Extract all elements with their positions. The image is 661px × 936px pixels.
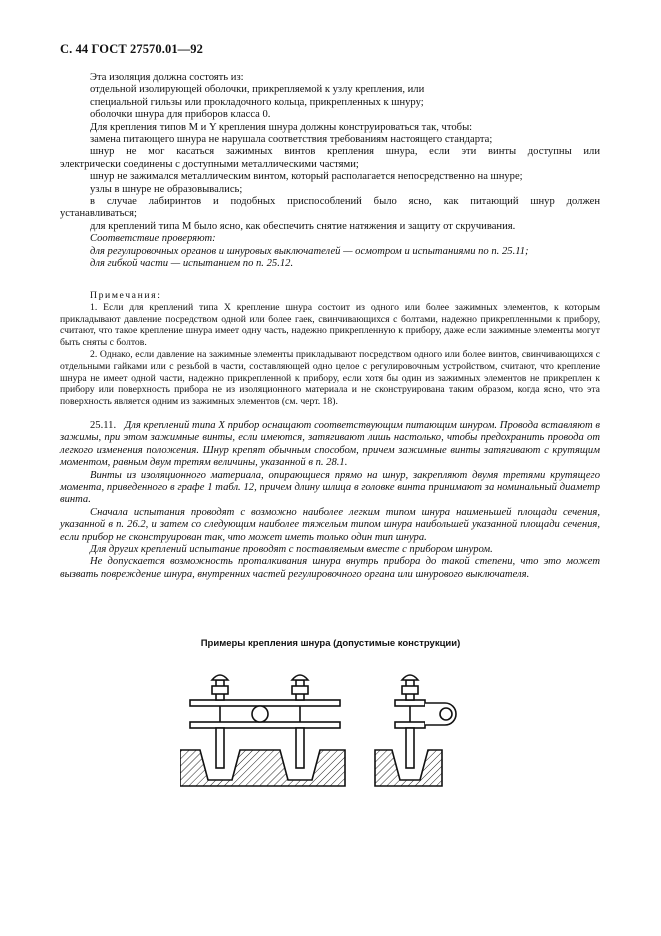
text-line: шнур не мог касаться зажимных винтов крепления шнура, если эти винты доступны или: [90, 146, 600, 158]
clause-paragraph: Для других креплений испытание проводят с поставляемым вместе с прибором шнуром.: [90, 544, 493, 556]
left-assembly: [180, 675, 345, 786]
requirements-block: [60, 72, 600, 271]
notes-heading: Примечания:: [90, 290, 162, 301]
notes-block: [60, 290, 600, 408]
figure-caption: Примеры крепления шнура (допустимые конструкции): [200, 638, 461, 649]
clause-paragraph: Не допускается возможность проталкивания шнура внутрь прибора до такой степени, что это может вызвать повреждение шнура, внутренних частей регулировочного органа или шнурового выключателя.: [60, 556, 600, 580]
note-1: 1. Если для креплений типа X крепление шнура состоит из одного или более зажимных элементов, к которым прикладывают давление посредством одной или более гаек, свинчивающихся с болтами, надежно прикрепленными к прибору, считают, что такое крепление шнура имеет одну часть, надежно прикрепленную к прибору, даже если зажимные элементы могут быть сняты с болтов.: [60, 301, 600, 349]
clause-paragraph: [60, 420, 600, 470]
text-line: отдельной изолирующей оболочки, прикрепляемой к узлу крепления, или: [90, 84, 425, 96]
text-line: устанавливаться;: [60, 208, 137, 220]
cord-anchorage-drawing: [180, 660, 480, 790]
text-line: узлы в шнуре не образовывались;: [90, 183, 243, 195]
note-2: 2. Однако, если давление на зажимные элементы прикладывают посредством одного или более винтов, свинчивающихся с отдельными гайками или с резьбой в части, составляющей одно целое с регулировочным устройством, считают, что крепление шнура не имеет одной части, надежно прикрепленной к прибору, если хотя бы один из зажимных элементов не прикреплен к прибору или поверхность прибора не из изоляционного материала и не сконструирована таким образом, когда ясно, что эта поверхность является одним из зажимных элементов (см. черт. 18).: [60, 348, 600, 408]
text-line: оболочки шнура для приборов класса 0.: [90, 109, 271, 121]
text-line: специальной гильзы или прокладочного кольца, прикрепленных к шнуру;: [90, 96, 424, 108]
text-line: Эта изоляция должна состоять из:: [90, 72, 244, 83]
clause-paragraph: Сначала испытания проводят с возможно наиболее легким типом шнура наименьшей площади сечения, указанной в п. 26.2, и затем со следующим наиболее тяжелым типом шнура наибольшей указанной площади сечения, если прибор не сконструирован так, что может иметь только один тип шнура.: [60, 506, 600, 543]
text-line: Для крепления типов М и Y крепления шнура должны конструироваться так, чтобы:: [90, 121, 473, 133]
text-line: для креплений типа М было ясно, как обеспечить снятие натяжения и защиту от скручивания.: [90, 220, 516, 232]
compliance-line: для регулировочных органов и шнуровых выключателей — осмотром и испытаниями по п. 25.11;: [90, 245, 529, 257]
text-line: в случае лабиринтов и подобных приспособлений было ясно, как питающий шнур должен: [90, 196, 600, 208]
text-line: электрически соединены с доступными металлическими частями;: [60, 158, 359, 170]
text-line: замена питающего шнура не нарушала соответствия требованиям настоящего стандарта;: [90, 134, 493, 146]
text-line: шнур не зажимался металлическим винтом, который располагается непосредственно на шнуре;: [90, 171, 523, 183]
compliance-heading: Соответствие проверяют:: [90, 233, 216, 245]
clause-paragraph: Винты из изоляционного материала, опирающиеся прямо на шнур, закрепляют двумя третями крутящего момента, приведенного в графе 1 табл. 12, причем длину шлица в головке винта принимают за номинальный диаметр винта.: [60, 469, 600, 506]
clause-text: Для креплений типа X прибор оснащают соответствующим питающим шнуром. Провода вставляют в зажимы, при этом зажимные винты, если имеются, затягивают лишь настолько, чтобы предохранить провода от легкого изменения положения. Шнур крепят обычным способом, причем зажимные винты затягивают с крутящим моментом, равным двум третям величины, указанной в п. 28.1.: [60, 420, 600, 469]
clause-number: 25.11.: [90, 420, 117, 431]
page-header: С. 44 ГОСТ 27570.01—92: [60, 42, 203, 56]
right-assembly: [375, 675, 456, 786]
clause-25-11: [60, 420, 600, 581]
compliance-line: для гибкой части — испытанием по п. 25.12.: [90, 258, 294, 270]
